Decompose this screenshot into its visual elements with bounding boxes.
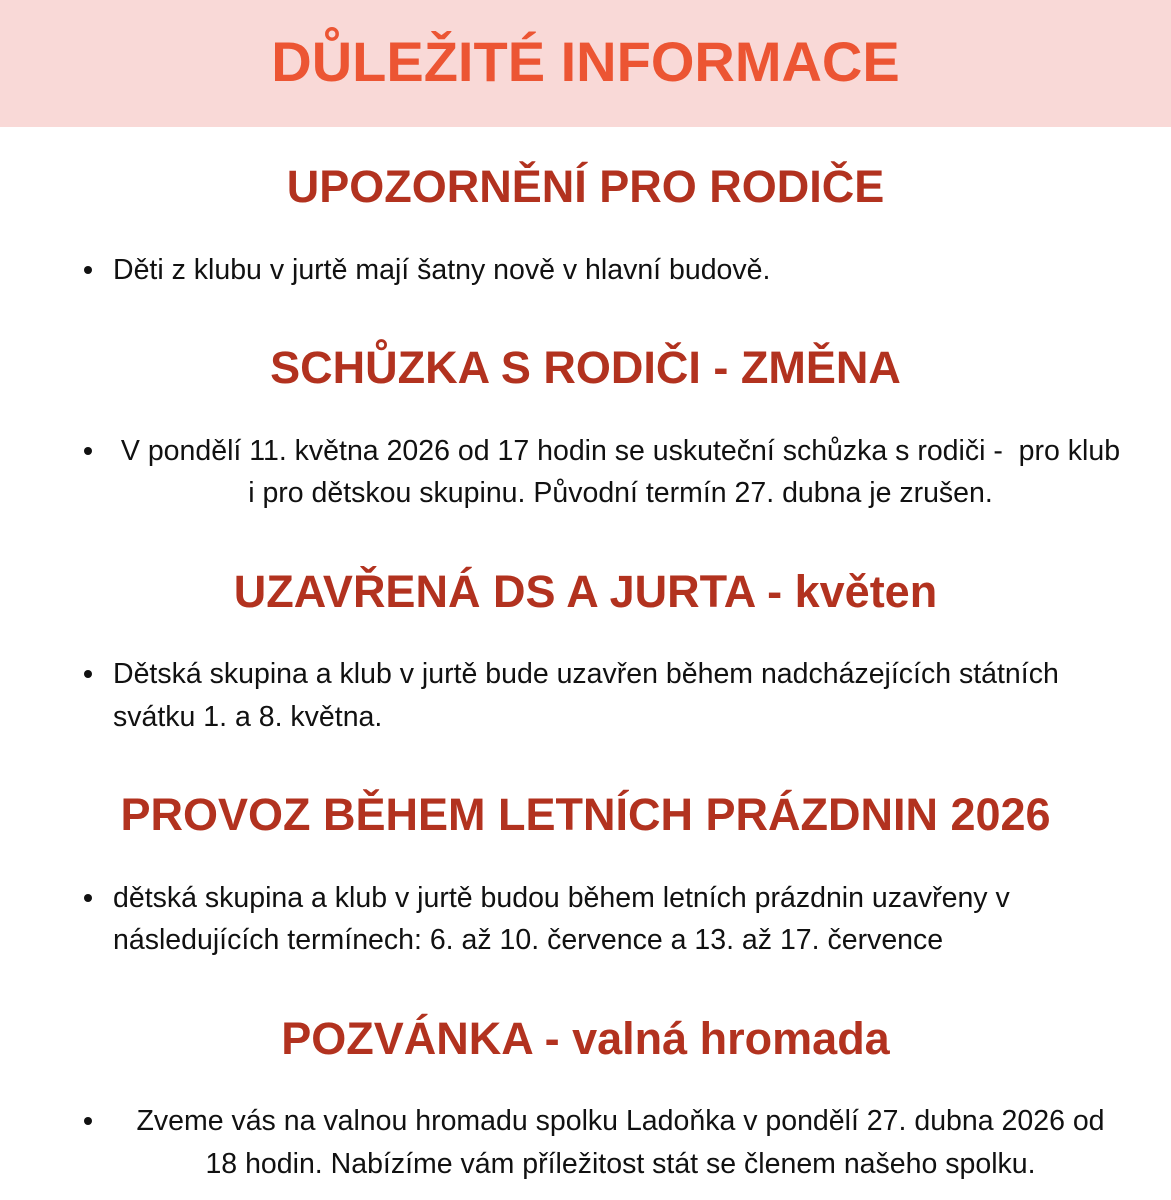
section-heading: UPOZORNĚNÍ PRO RODIČE (286, 161, 885, 212)
list-item-line: 18 hodin. Nabízíme vám příležitost stát se členem našeho spolku. (205, 1147, 1036, 1180)
bullet-icon (84, 894, 92, 902)
list-item (113, 430, 1128, 515)
list-item (113, 877, 1128, 962)
section-heading: POZVÁNKA - valná hromada (281, 1012, 890, 1064)
list-item (113, 653, 1128, 738)
list-item-line: Dětská skupina a klub v jurtě bude uzavřen během nadcházejících státních (113, 658, 1059, 690)
title-banner (0, 0, 1171, 127)
bullet-icon (84, 266, 92, 274)
list-item-line: dětská skupina a klub v jurtě budou během letních prázdnin uzavřeny v (113, 881, 1010, 914)
section-general-assembly-invite (0, 1013, 1171, 1186)
list-item-line: následujících termínech: 6. až 10. července a 13. až 17. července (113, 924, 944, 956)
list-item-line: Zveme vás na valnou hromadu spolku Ladoňka v pondělí 27. dubna 2026 od (136, 1105, 1105, 1137)
bullet-list (0, 430, 1171, 515)
bullet-icon (84, 670, 92, 678)
section-heading: PROVOZ BĚHEM LETNÍCH PRÁZDNIN 2026 (120, 789, 1051, 840)
list-item-line: Děti z klubu v jurtě mají šatny nově v hlavní budově. (113, 253, 771, 286)
bullet-list (0, 1100, 1171, 1185)
section-parent-meeting-change (0, 342, 1171, 515)
bullet-list (0, 653, 1171, 738)
bullet-icon (84, 447, 92, 455)
bullet-list (0, 249, 1171, 292)
section-heading: SCHŮZKA S RODIČI - ZMĚNA (270, 342, 901, 393)
page-title: DŮLEŽITÉ INFORMACE (271, 30, 900, 93)
section-summer-holidays (0, 789, 1171, 962)
bullet-icon (84, 1117, 92, 1125)
section-parent-notice (0, 161, 1171, 291)
section-closure-may (0, 566, 1171, 739)
list-item-line: V pondělí 11. května 2026 od 17 hodin se uskuteční schůzka s rodiči - pro klub (120, 434, 1121, 467)
section-heading: UZAVŘENÁ DS A JURTA - květen (233, 565, 938, 617)
bullet-list (0, 877, 1171, 962)
list-item-line: i pro dětskou skupinu. Původní termín 27. dubna je zrušen. (248, 477, 993, 509)
list-item-line: svátku 1. a 8. května. (113, 700, 383, 733)
list-item (113, 249, 1128, 292)
list-item (113, 1100, 1128, 1185)
